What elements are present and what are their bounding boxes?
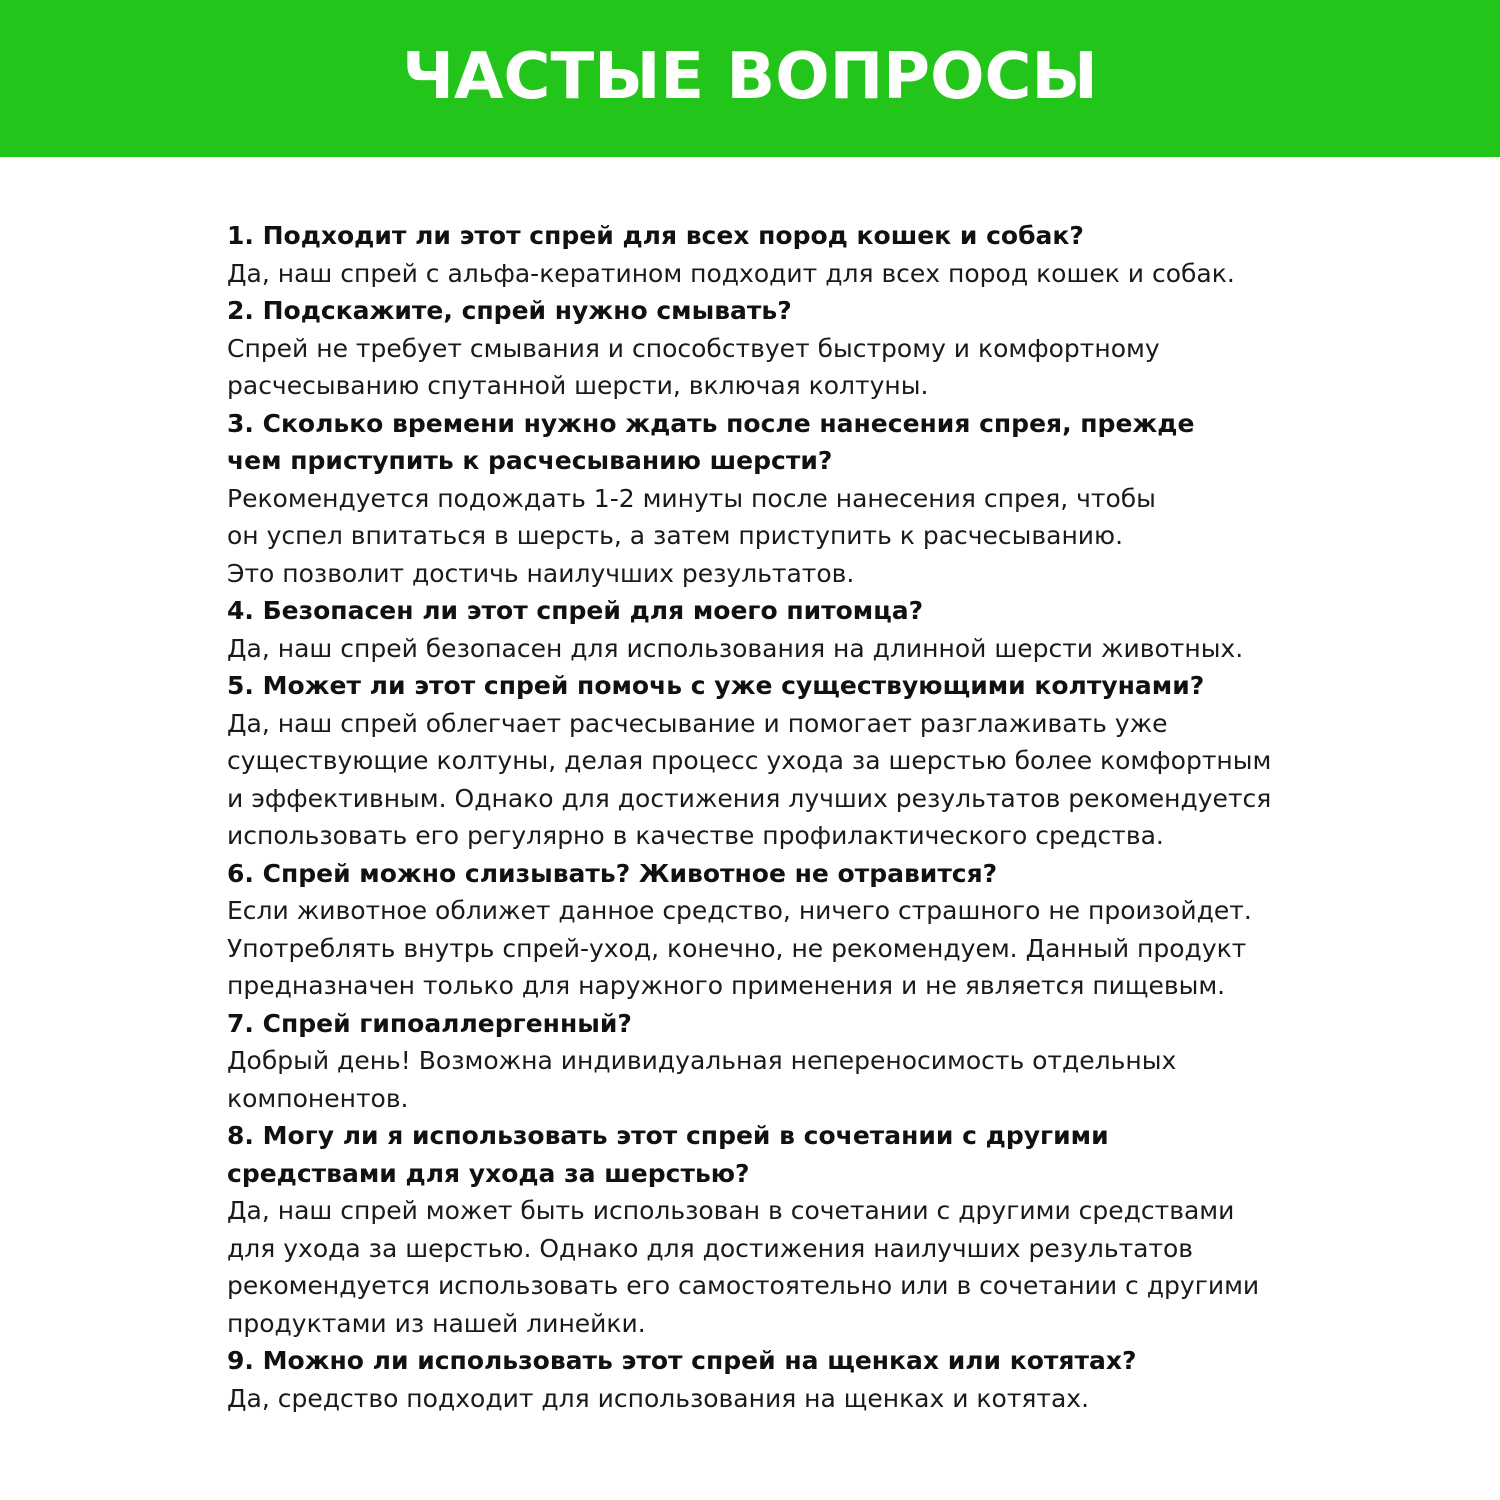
page-title: ЧАСТЫЕ ВОПРОСЫ xyxy=(402,39,1098,114)
faq-item-1 xyxy=(227,217,1317,292)
faq-question-2: 2. Подскажите, спрей нужно смывать? xyxy=(227,296,792,325)
faq-answer-1: Да, наш спрей с альфа-кератином подходит для всех пород кошек и собак. xyxy=(227,258,1235,288)
faq-item-3 xyxy=(227,405,1317,593)
faq-item-6 xyxy=(227,855,1317,1005)
faq-answer-2: Спрей не требует смывания и способствует быстрому и комфортному расчесыванию спутанной шерсти, включая колтуны. xyxy=(227,333,1160,400)
faq-item-8 xyxy=(227,1117,1317,1342)
faq-question-4: 4. Безопасен ли этот спрей для моего питомца? xyxy=(227,596,924,625)
faq-question-5: 5. Может ли этот спрей помочь с уже существующими колтунами? xyxy=(227,671,1205,700)
faq-item-2 xyxy=(227,292,1317,405)
faq-answer-5: Да, наш спрей облегчает расчесывание и помогает разглаживать уже существующие колтуны, делая процесс ухода за шерстью более комфортным и эффективным. Однако для достижения лучших результатов рекомендуется использовать его регулярно в качестве профилактического средства. xyxy=(227,708,1272,850)
faq-answer-6: Если животное оближет данное средство, ничего страшного не произойдет. Употреблять внутрь спрей-уход, конечно, не рекомендуем. Данный продукт предназначен только для наружного применения и не является пищевым. xyxy=(227,896,1252,1000)
faq-question-1: 1. Подходит ли этот спрей для всех пород кошек и собак? xyxy=(227,221,1084,250)
faq-answer-8: Да, наш спрей может быть использован в сочетании с другими средствами для ухода за шерстью. Однако для достижения наилучших результатов рекомендуется использовать его самостоятельно или в сочетании с другими продуктами из нашей линейки. xyxy=(227,1196,1260,1338)
faq-question-3: 3. Сколько времени нужно ждать после нанесения спрея, прежде чем приступить к расчесыванию шерсти? xyxy=(227,408,1195,475)
faq-question-8: 8. Могу ли я использовать этот спрей в сочетании с другими средствами для ухода за шерстью? xyxy=(227,1121,1109,1188)
faq-question-9: 9. Можно ли использовать этот спрей на щенках или котятах? xyxy=(227,1346,1137,1375)
faq-question-7: 7. Спрей гипоаллергенный? xyxy=(227,1008,632,1038)
faq-item-5 xyxy=(227,667,1317,855)
faq-answer-3: Рекомендуется подождать 1-2 минуты после нанесения спрея, чтобы он успел впитаться в шерсть, а затем приступить к расчесыванию. Это позволит достичь наилучших результатов. xyxy=(227,483,1156,588)
faq-item-9 xyxy=(227,1342,1317,1417)
faq-question-6: 6. Спрей можно слизывать? Животное не отравится? xyxy=(227,858,998,888)
header-banner xyxy=(0,0,1500,157)
faq-answer-9: Да, средство подходит для использования на щенках и котятах. xyxy=(227,1383,1090,1413)
faq-item-7 xyxy=(227,1005,1317,1118)
faq-answer-4: Да, наш спрей безопасен для использования на длинной шерсти животных. xyxy=(227,633,1244,663)
faq-item-4 xyxy=(227,592,1317,667)
faq-list xyxy=(227,217,1317,1417)
faq-answer-7: Добрый день! Возможна индивидуальная непереносимость отдельных компонентов. xyxy=(227,1046,1177,1113)
